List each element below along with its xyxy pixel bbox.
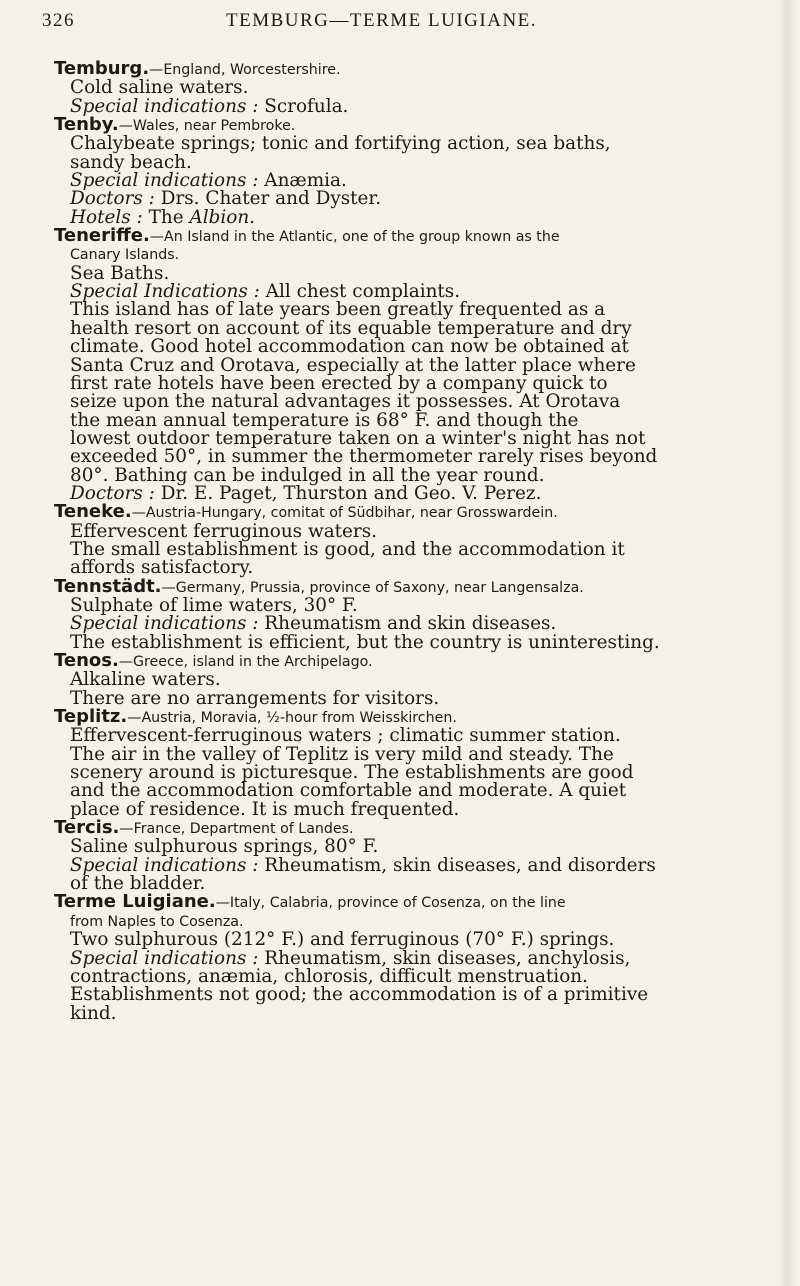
entry-text: Chalybeate springs; tonic and fortifying action, sea baths,	[70, 133, 611, 155]
entry-location-continued: Canary Islands.	[70, 247, 180, 264]
entry-location: —Wales, near Pembroke.	[118, 118, 296, 135]
entry-line	[70, 687, 766, 709]
entry-text: lowest outdoor temperature taken on a winter's night has not	[70, 427, 646, 449]
entry-label: Special indications :	[70, 947, 259, 969]
entry-text: sandy beach.	[70, 151, 192, 173]
entry	[54, 116, 766, 227]
entry-text: place of residence. It is much frequented.	[70, 798, 460, 820]
entry-label: Doctors :	[70, 482, 155, 504]
running-title: TEMBURG—TERME LUIGIANE.	[226, 10, 538, 31]
entry-text: Dr. E. Paget, Thurston and Geo. V. Perez.	[154, 482, 542, 504]
entry-text: Effervescent-ferruginous waters ; climatic summer station.	[70, 725, 621, 747]
entry-name: Tennstädt.	[54, 575, 162, 597]
entry-label: Doctors :	[70, 188, 155, 210]
entry-name: Teneke.	[54, 501, 132, 523]
entry-text: All chest complaints.	[259, 281, 461, 303]
entry-text: and the accommodation comfortable and moderate. A quiet	[70, 780, 627, 802]
page-number: 326	[42, 10, 75, 31]
entry-text: exceeded 50°, in summer the thermometer rarely rises beyond	[70, 446, 658, 468]
entry-location: —England, Worcestershire.	[149, 62, 341, 78]
entry	[54, 503, 766, 577]
entry-name: Tercis.	[54, 817, 120, 839]
entry-text: Alkaline waters.	[70, 669, 221, 691]
entry	[54, 893, 766, 1022]
entry-label: Special Indications :	[70, 281, 260, 303]
entry-text: Rheumatism and skin diseases.	[258, 613, 557, 635]
entry-text: The small establishment is good, and the accommodation it	[70, 538, 625, 560]
entry-text: The	[142, 206, 190, 228]
entry-location: —Greece, island in the Archipelago.	[118, 654, 373, 670]
entry-italic-text: Albion.	[189, 206, 256, 228]
entry-text: Sulphate of lime waters, 30° F.	[70, 594, 358, 616]
entry-label: Hotels :	[70, 206, 143, 228]
entry-text: Two sulphurous (212° F.) and ferruginous (70° F.) springs.	[70, 929, 615, 951]
entry-heading	[54, 893, 766, 912]
dictionary-entries	[54, 60, 766, 1023]
entry-text: The air in the valley of Teplitz is very mild and steady. The	[70, 743, 614, 765]
entry-name: Tenos.	[54, 650, 119, 671]
page-header	[42, 10, 762, 40]
entry-name: Terme Luigiane.	[54, 891, 216, 913]
entry-location: —Austria-Hungary, comitat of Südbihar, near Grosswardein.	[131, 505, 558, 522]
entry-text: health resort on account of its equable temperature and dry	[70, 317, 632, 339]
entry-text: the mean annual temperature is 68° F. and though the	[70, 409, 579, 431]
entry-location-continued: from Naples to Cosenza.	[70, 913, 244, 930]
entry-text: scenery around is picturesque. The establishments are good	[70, 762, 634, 784]
entry-text: Cold saline waters.	[70, 77, 249, 99]
entry-text: Scrofula.	[258, 95, 349, 117]
entry-text: This island has of late years been greatly frequented as a	[70, 299, 606, 321]
entry-name: Tenby.	[54, 114, 119, 136]
entry	[54, 708, 766, 819]
entry-label: Special indications :	[70, 854, 259, 876]
entry-heading	[54, 227, 766, 246]
entry-line	[70, 631, 766, 653]
entry-location: —An Island in the Atlantic, one of the group known as the	[149, 229, 560, 246]
entry-text: seize upon the natural advantages it possesses. At Orotava	[70, 391, 621, 413]
entry-text: Sea Baths.	[70, 262, 170, 284]
entry-label: Special indications :	[70, 613, 259, 635]
entry-line	[70, 798, 766, 820]
entry-name: Teplitz.	[54, 706, 128, 728]
entry-label: Special indications :	[70, 170, 259, 192]
entry-label: Special indications :	[70, 95, 259, 117]
entry-text: Saline sulphurous springs, 80° F.	[70, 836, 379, 858]
entry-text: Effervescent ferruginous waters.	[70, 520, 378, 542]
page-edge-shadow	[778, 0, 800, 1286]
entry-text: Establishments not good; the accommodation is of a primitive	[70, 984, 649, 1006]
entry	[54, 227, 766, 503]
entry	[54, 60, 766, 116]
entry-text: of the bladder.	[70, 873, 206, 895]
entry-line	[70, 986, 766, 1004]
entry-text: Santa Cruz and Orotava, especially at the latter place where	[70, 354, 636, 376]
entry-line	[70, 1002, 766, 1024]
entry-text: Rheumatism, skin diseases, anchylosis,	[258, 947, 631, 969]
entry-location: —Italy, Calabria, province of Cosenza, on the line	[215, 895, 566, 912]
entry-text: first rate hotels have been erected by a company quick to	[70, 372, 608, 394]
entry-text: The establishment is efficient, but the country is uninteresting.	[70, 631, 660, 653]
entry-line	[70, 482, 766, 504]
entry-text: affords satisfactory.	[70, 557, 254, 579]
entry-name: Temburg.	[54, 58, 150, 79]
entry	[54, 575, 766, 653]
entry-text: 80°. Bathing can be indulged in all the year round.	[70, 464, 545, 486]
entry-name: Teneriffe.	[54, 225, 150, 247]
entry-line	[70, 559, 766, 577]
entry-text: kind.	[70, 1002, 117, 1024]
entry-line	[70, 206, 766, 228]
entry-text: There are no arrangements for visitors.	[70, 687, 440, 709]
entry-text: Anæmia.	[258, 170, 347, 192]
entry-text: climate. Good hotel accommodation can now be obtained at	[70, 336, 629, 358]
entry-line	[70, 95, 766, 117]
entry-location: —Germany, Prussia, province of Saxony, near Langensalza.	[161, 579, 584, 596]
entry-text: contractions, anæmia, chlorosis, difficult menstruation.	[70, 965, 588, 987]
entry	[54, 652, 766, 708]
entry-text: Drs. Chater and Dyster.	[154, 188, 382, 210]
entry-location: —Austria, Moravia, ½-hour from Weisskirchen.	[127, 710, 457, 727]
entry	[54, 819, 766, 893]
entry-text: Rheumatism, skin diseases, and disorders	[258, 854, 656, 876]
entry-location: —France, Department of Landes.	[119, 821, 354, 838]
